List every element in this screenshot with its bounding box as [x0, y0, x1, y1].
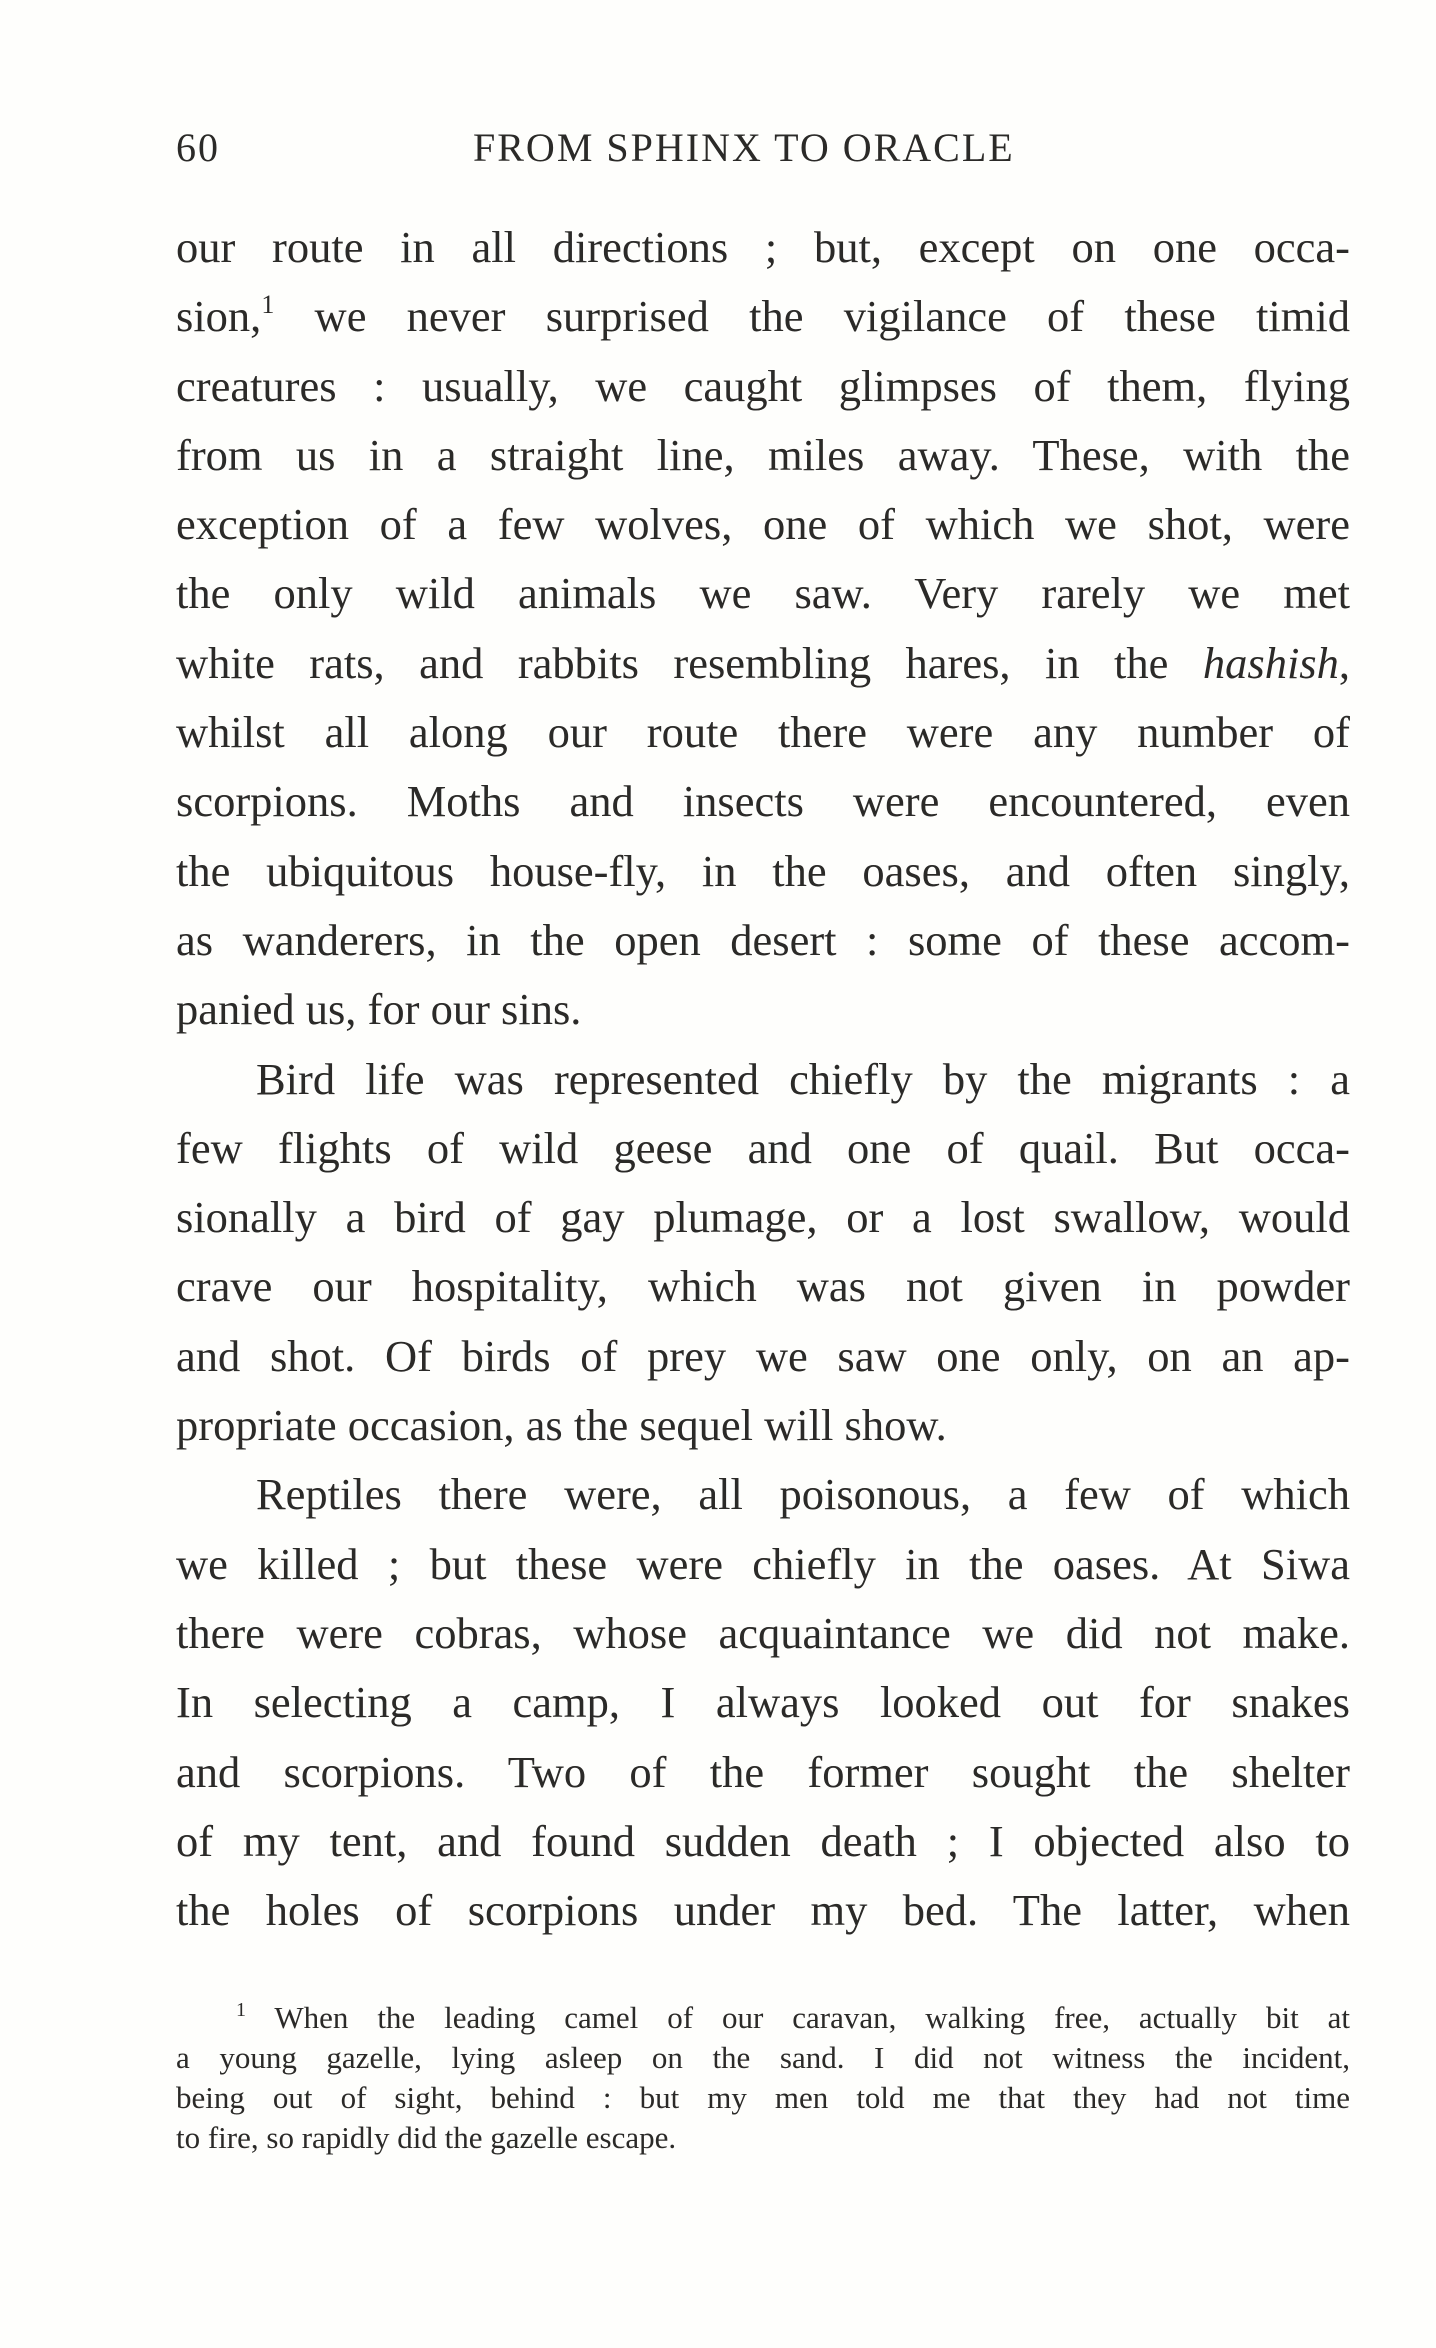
text-run: and scorpions. Two of the former sought the shelter [176, 1746, 1350, 1797]
text-run: a young gazelle, lying asleep on the sand. I did not witness the incident, [176, 2040, 1350, 2075]
text-run: being out of sight, behind : but my men told me that they had not time [176, 2080, 1350, 2115]
footnote [176, 1998, 1350, 2158]
text-run: scorpions. Moths and insects were encountered, even [176, 776, 1350, 827]
running-head: FROM SPHINX TO ORACLE [473, 125, 1015, 170]
text-line [176, 1391, 1350, 1460]
text-line [176, 1114, 1350, 1183]
footnote-marker: 1 [236, 1999, 246, 2021]
text-run: the holes of scorpions under my bed. The latter, when [176, 1885, 1350, 1936]
text-run: white rats, and rabbits resembling hares, in the [176, 637, 1203, 688]
footnote-line [176, 2078, 1350, 2118]
italic-term: hashish [1202, 637, 1339, 688]
text-run: When the leading camel of our caravan, walking free, actually bit at [246, 2000, 1350, 2035]
text-run: from us in a straight line, miles away. These, with the [176, 429, 1350, 480]
text-run: whilst all along our route there were any number of [176, 707, 1350, 758]
text-run: our route in all directions ; but, except on one occa- [176, 222, 1350, 272]
text-line [176, 1460, 1350, 1529]
text-run: few flights of wild geese and one of quail. But occa- [176, 1122, 1350, 1173]
text-line [176, 629, 1350, 698]
text-line [176, 1807, 1350, 1876]
body-text [176, 213, 1350, 1945]
text-line [176, 213, 1350, 282]
text-line [176, 1668, 1350, 1737]
text-run: exception of a few wolves, one of which we shot, were [176, 499, 1350, 550]
text-line [176, 352, 1350, 421]
text-run: In selecting a camp, I always looked out for snakes [176, 1677, 1350, 1728]
text-run: as wanderers, in the open desert : some of these accom- [176, 914, 1350, 965]
text-line [176, 698, 1350, 767]
text-run: the ubiquitous house-fly, in the oases, and often singly, [176, 845, 1350, 896]
text-run: crave our hospitality, which was not given in powder [176, 1261, 1350, 1312]
text-line [176, 975, 1350, 1044]
text-line [176, 1322, 1350, 1391]
text-line [176, 490, 1350, 559]
text-run: we never surprised the vigilance of these timid [274, 291, 1350, 342]
text-run: the only wild animals we saw. Very rarely we met [176, 568, 1350, 619]
text-line [176, 837, 1350, 906]
text-run: there were cobras, whose acquaintance we did not make. [176, 1607, 1350, 1658]
text-line [176, 421, 1350, 490]
text-run: to fire, so rapidly did the gazelle escape. [176, 2120, 677, 2155]
page-header [176, 124, 1350, 172]
text-line [176, 1045, 1350, 1114]
text-run: Bird life was represented chiefly by the migrants : a [256, 1053, 1350, 1104]
text-line [176, 1876, 1350, 1945]
page-number: 60 [176, 125, 220, 170]
text-line [176, 767, 1350, 836]
text-run: sion, [176, 291, 262, 342]
text-run: sionally a bird of gay plumage, or a lost swallow, would [176, 1192, 1350, 1243]
text-run: and shot. Of birds of prey we saw one only, on an ap- [176, 1330, 1350, 1381]
text-line [176, 1738, 1350, 1807]
footnote-line [176, 1998, 1350, 2038]
text-run: Reptiles there were, all poisonous, a few of which [256, 1469, 1350, 1520]
text-line [176, 282, 1350, 351]
text-run: we killed ; but these were chiefly in the oases. At Siwa [176, 1538, 1350, 1589]
text-line [176, 1183, 1350, 1252]
text-run: panied us, for our sins. [176, 984, 582, 1035]
text-run: creatures : usually, we caught glimpses of them, flying [176, 360, 1350, 411]
text-line [176, 1530, 1350, 1599]
footnote-line [176, 2118, 1350, 2158]
text-run: propriate occasion, as the sequel will show. [176, 1400, 947, 1451]
text-line [176, 906, 1350, 975]
footnote-marker: 1 [261, 290, 275, 320]
text-run: of my tent, and found sudden death ; I objected also to [176, 1815, 1350, 1866]
text-line [176, 1252, 1350, 1321]
footnote-line [176, 2038, 1350, 2078]
text-line [176, 559, 1350, 628]
text-line [176, 1599, 1350, 1668]
text-run: , [1338, 637, 1350, 688]
